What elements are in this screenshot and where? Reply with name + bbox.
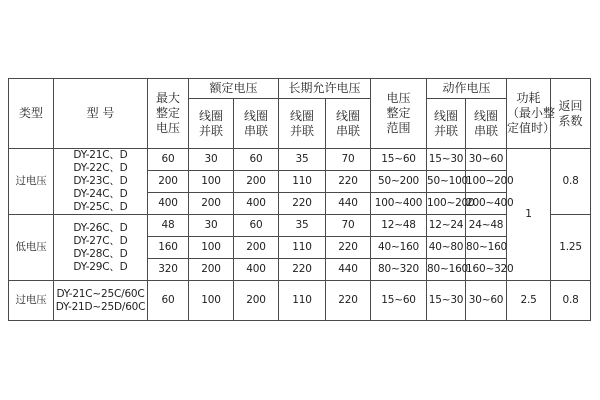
table-cell: 60 — [148, 281, 189, 321]
table-cell: 440 — [326, 259, 371, 281]
header-return-coefficient: 返回 系数 — [551, 79, 591, 149]
table-cell: 220 — [279, 259, 326, 281]
table-cell: 220 — [326, 281, 371, 321]
table-cell: 15~60 — [371, 281, 427, 321]
table-cell: 50~200 — [371, 171, 427, 193]
table-cell: 12~24 — [427, 215, 466, 237]
header-power-consumption: 功耗 （最小整 定值时） — [507, 79, 551, 149]
header-rated-voltage-group: 额定电压 — [189, 79, 279, 99]
cell-type-overvoltage: 过电压 — [9, 149, 54, 215]
table-cell: 60 — [234, 149, 279, 171]
table-cell: 15~60 — [371, 149, 427, 171]
table-cell: 200 — [189, 193, 234, 215]
table-cell: 30~60 — [466, 281, 507, 321]
cell-return-coefficient-2: 1.25 — [551, 215, 591, 281]
table-header-row — [9, 79, 591, 99]
header-rated-coil-parallel: 线圈 并联 — [189, 99, 234, 149]
table-row — [9, 215, 591, 237]
table-cell: 220 — [326, 171, 371, 193]
table-cell: 35 — [279, 215, 326, 237]
header-type: 类型 — [9, 79, 54, 149]
table-cell: 200 — [234, 237, 279, 259]
table-cell: 200 — [148, 171, 189, 193]
table-cell: 60 — [234, 215, 279, 237]
table-cell: 100 — [189, 237, 234, 259]
table-cell: 320 — [148, 259, 189, 281]
table-cell: 100~400 — [371, 193, 427, 215]
table-cell: 400 — [148, 193, 189, 215]
spec-table-body — [9, 149, 591, 321]
table-cell: 30 — [189, 149, 234, 171]
table-cell: 80~160 — [466, 237, 507, 259]
table-cell: 70 — [326, 215, 371, 237]
cell-model-group2: DY-26C、D DY-27C、D DY-28C、D DY-29C、D — [54, 215, 148, 281]
table-cell: 48 — [148, 215, 189, 237]
table-cell: 50~100 — [427, 171, 466, 193]
table-cell: 220 — [279, 193, 326, 215]
table-cell: 24~48 — [466, 215, 507, 237]
table-cell: 60 — [148, 149, 189, 171]
cell-type-undervoltage: 低电压 — [9, 215, 54, 281]
spec-table-header — [9, 79, 591, 149]
cell-power-consumption: 1 — [507, 149, 551, 281]
cell-return-coefficient-1: 0.8 — [551, 149, 591, 215]
table-cell: 35 — [279, 149, 326, 171]
table-cell: 100~200 — [427, 193, 466, 215]
table-cell: 100 — [189, 171, 234, 193]
table-row — [9, 281, 591, 321]
table-cell: 110 — [279, 237, 326, 259]
table-cell: 100~200 — [466, 171, 507, 193]
table-cell: 15~30 — [427, 149, 466, 171]
cell-model-group1: DY-21C、D DY-22C、D DY-23C、D DY-24C、D DY-25C、D — [54, 149, 148, 215]
table-cell: 200 — [234, 281, 279, 321]
table-cell: 15~30 — [427, 281, 466, 321]
table-cell: 30~60 — [466, 149, 507, 171]
table-row — [9, 149, 591, 171]
table-cell: 440 — [326, 193, 371, 215]
cell-type-overvoltage-2: 过电压 — [9, 281, 54, 321]
table-cell: 200 — [234, 171, 279, 193]
table-cell: 40~160 — [371, 237, 427, 259]
header-rated-coil-series: 线圈 串联 — [234, 99, 279, 149]
table-cell: 110 — [279, 281, 326, 321]
header-longterm-coil-series: 线圈 串联 — [326, 99, 371, 149]
table-cell: 80~160 — [427, 259, 466, 281]
header-operating-coil-parallel: 线圈 并联 — [427, 99, 466, 149]
header-longterm-coil-parallel: 线圈 并联 — [279, 99, 326, 149]
table-cell: 160~320 — [466, 259, 507, 281]
table-cell: 200 — [189, 259, 234, 281]
table-cell: 80~320 — [371, 259, 427, 281]
table-cell: 400 — [234, 259, 279, 281]
table-cell: 12~48 — [371, 215, 427, 237]
header-longterm-allowed-voltage-group: 长期允许电压 — [279, 79, 371, 99]
header-voltage-setting-range: 电压 整定 范围 — [371, 79, 427, 149]
header-max-setting-voltage: 最大 整定 电压 — [148, 79, 189, 149]
table-cell: 40~80 — [427, 237, 466, 259]
table-cell: 70 — [326, 149, 371, 171]
cell-power-consumption-2: 2.5 — [507, 281, 551, 321]
table-cell: 30 — [189, 215, 234, 237]
spec-table — [8, 78, 591, 321]
table-cell: 110 — [279, 171, 326, 193]
header-operating-voltage-group: 动作电压 — [427, 79, 507, 99]
header-operating-coil-series: 线圈 串联 — [466, 99, 507, 149]
table-cell: 220 — [326, 237, 371, 259]
table-cell: 100 — [189, 281, 234, 321]
header-model: 型 号 — [54, 79, 148, 149]
table-cell: 160 — [148, 237, 189, 259]
table-cell: 200~400 — [466, 193, 507, 215]
table-cell: 400 — [234, 193, 279, 215]
cell-return-coefficient-3: 0.8 — [551, 281, 591, 321]
cell-model-group3: DY-21C~25C/60C DY-21D~25D/60C — [54, 281, 148, 321]
